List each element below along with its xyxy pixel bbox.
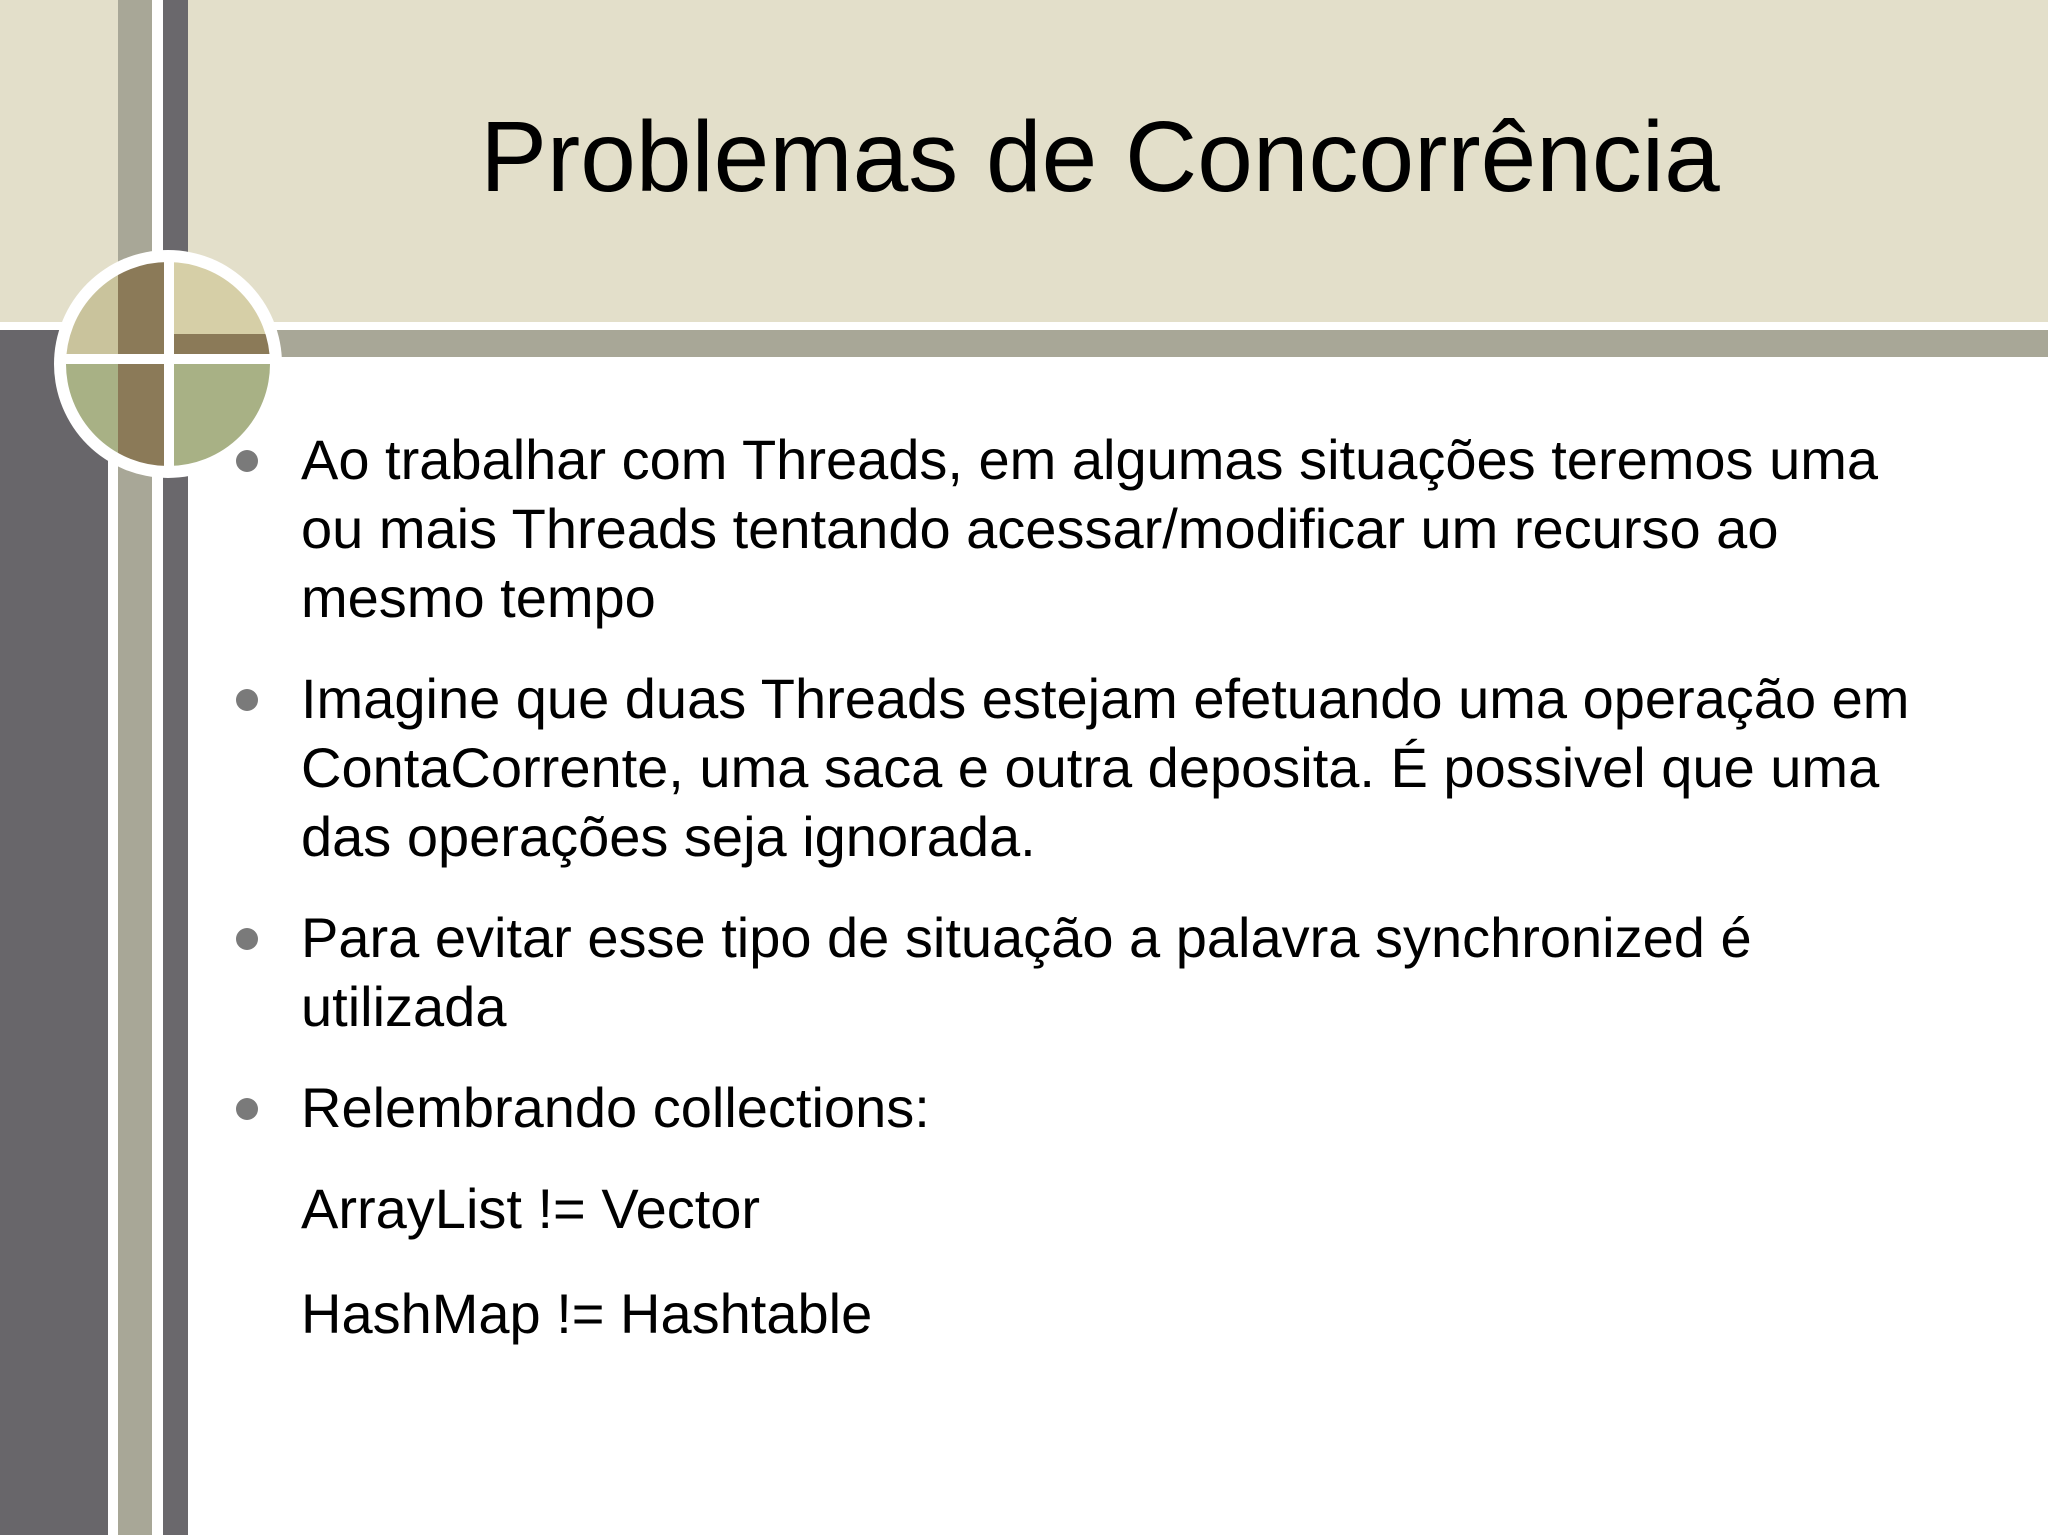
vertical-stripe-light	[118, 0, 152, 1535]
vertical-stripe-gap	[152, 0, 163, 1535]
bullet-text: Imagine que duas Threads estejam efetuando uma operação em ContaCorrente, uma saca e outra deposita. É possivel que uma das operações seja ignorada.	[301, 667, 1910, 868]
header-divider-white	[0, 322, 2048, 330]
bullet-dot-icon	[236, 928, 258, 950]
comparison-line-hashmap: HashMap != Hashtable	[301, 1282, 873, 1345]
bullet-text: Relembrando collections:	[301, 1076, 930, 1139]
bullet-dot-icon	[236, 689, 258, 711]
vertical-stripe-dark	[163, 0, 188, 1535]
left-dark-bar	[0, 330, 108, 1535]
header-divider-gray	[0, 330, 2048, 357]
bullet-text: Para evitar esse tipo de situação a palavra synchronized é utilizada	[301, 906, 1752, 1038]
bullet-dot-icon	[236, 1098, 258, 1120]
bullet-item	[236, 903, 1936, 1041]
bullet-text: Ao trabalhar com Threads, em algumas situações teremos uma ou mais Threads tentando acessar/modificar um recurso ao mesmo tempo	[301, 428, 1879, 629]
slide-content	[236, 425, 1936, 1384]
bullet-item	[236, 664, 1936, 871]
bullet-dot-icon	[236, 450, 258, 472]
bullet-item	[236, 425, 1936, 632]
comparison-line-arraylist: ArrayList != Vector	[301, 1177, 761, 1240]
bullet-item	[236, 1073, 1936, 1142]
slide-title: Problemas de Concorrência	[480, 101, 1720, 213]
